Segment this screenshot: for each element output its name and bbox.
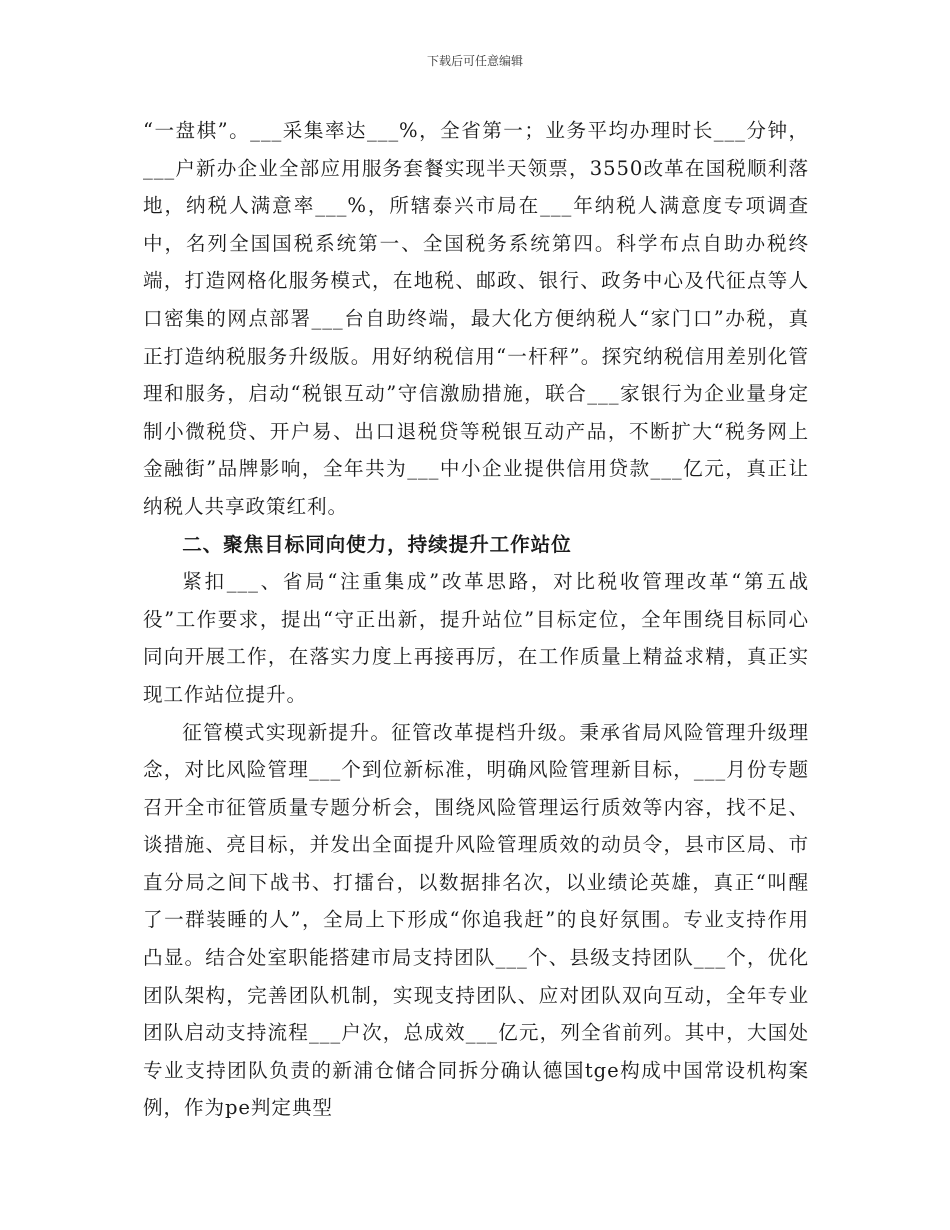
section-heading-2: 二、聚焦目标同向使力，持续提升工作站位 [182,532,572,556]
paragraph-section-intro: 紧扣___、省局“注重集成”改革思路，对比税收管理改革“第五战役”工作要求，提出“守正出新，提升站位”目标定位，全年围绕目标同心同向开展工作，在落实力度上再接再厉，在工作质量上精益求精，真正实现工作站位提升。 [143,570,809,706]
paragraph-collection-management: 征管模式实现新提升。征管改革提档升级。秉承省局风险管理升级理念，对比风险管理___个到位新标准，明确风险管理新目标，___月份专题召开全市征管质量专题分析会，围绕风险管理运行质效等内容，找不足、谈措施、亮目标，并发出全面提升风险管理质效的动员令，县市区局、市直分局之间下战书、打擂台，以数据排名次，以业绩论英雄，真正“叫醒了一群装睡的人”，全局上下形成“你追我赶”的良好氛围。专业支持作用凸显。结合处室职能搭建市局支持团队___个、县级支持团队___个，优化团队架构，完善团队机制，实现支持团队、应对团队双向互动，全年专业团队启动支持流程___户次，总成效___亿元，列全省前列。其中，大国处专业支持团队负责的新浦仓储合同拆分确认德国tge构成中国常设机构案例，作为pe判定典型 [143,720,809,1120]
document-body [143,112,809,1127]
page-header: 下载后可任意编辑 [426,54,523,68]
paragraph-service-achievements: “一盘棋”。___采集率达___%，全省第一；业务平均办理时长___分钟，___户新办企业全部应用服务套餐实现半天领票，3550改革在国税顺利落地，纳税人满意率___%，所辖泰兴市局在___年纳税人满意度专项调查中，名列全国国税系统第一、全国税务系统第四。科学布点自助办税终端，打造网格化服务模式，在地税、邮政、银行、政务中心及代征点等人口密集的网点部署___台自助终端，最大化方便纳税人“家门口”办税，真正打造纳税服务升级版。用好纳税信用“一杆秤”。探究纳税信用差别化管理和服务，启动“税银互动”守信激励措施，联合___家银行为企业量身定制小微税贷、开户易、出口退税贷等税银互动产品，不断扩大“税务网上金融街”品牌影响，全年共为___中小企业提供信用贷款___亿元，真正让纳税人共享政策红利。 [143,119,809,518]
